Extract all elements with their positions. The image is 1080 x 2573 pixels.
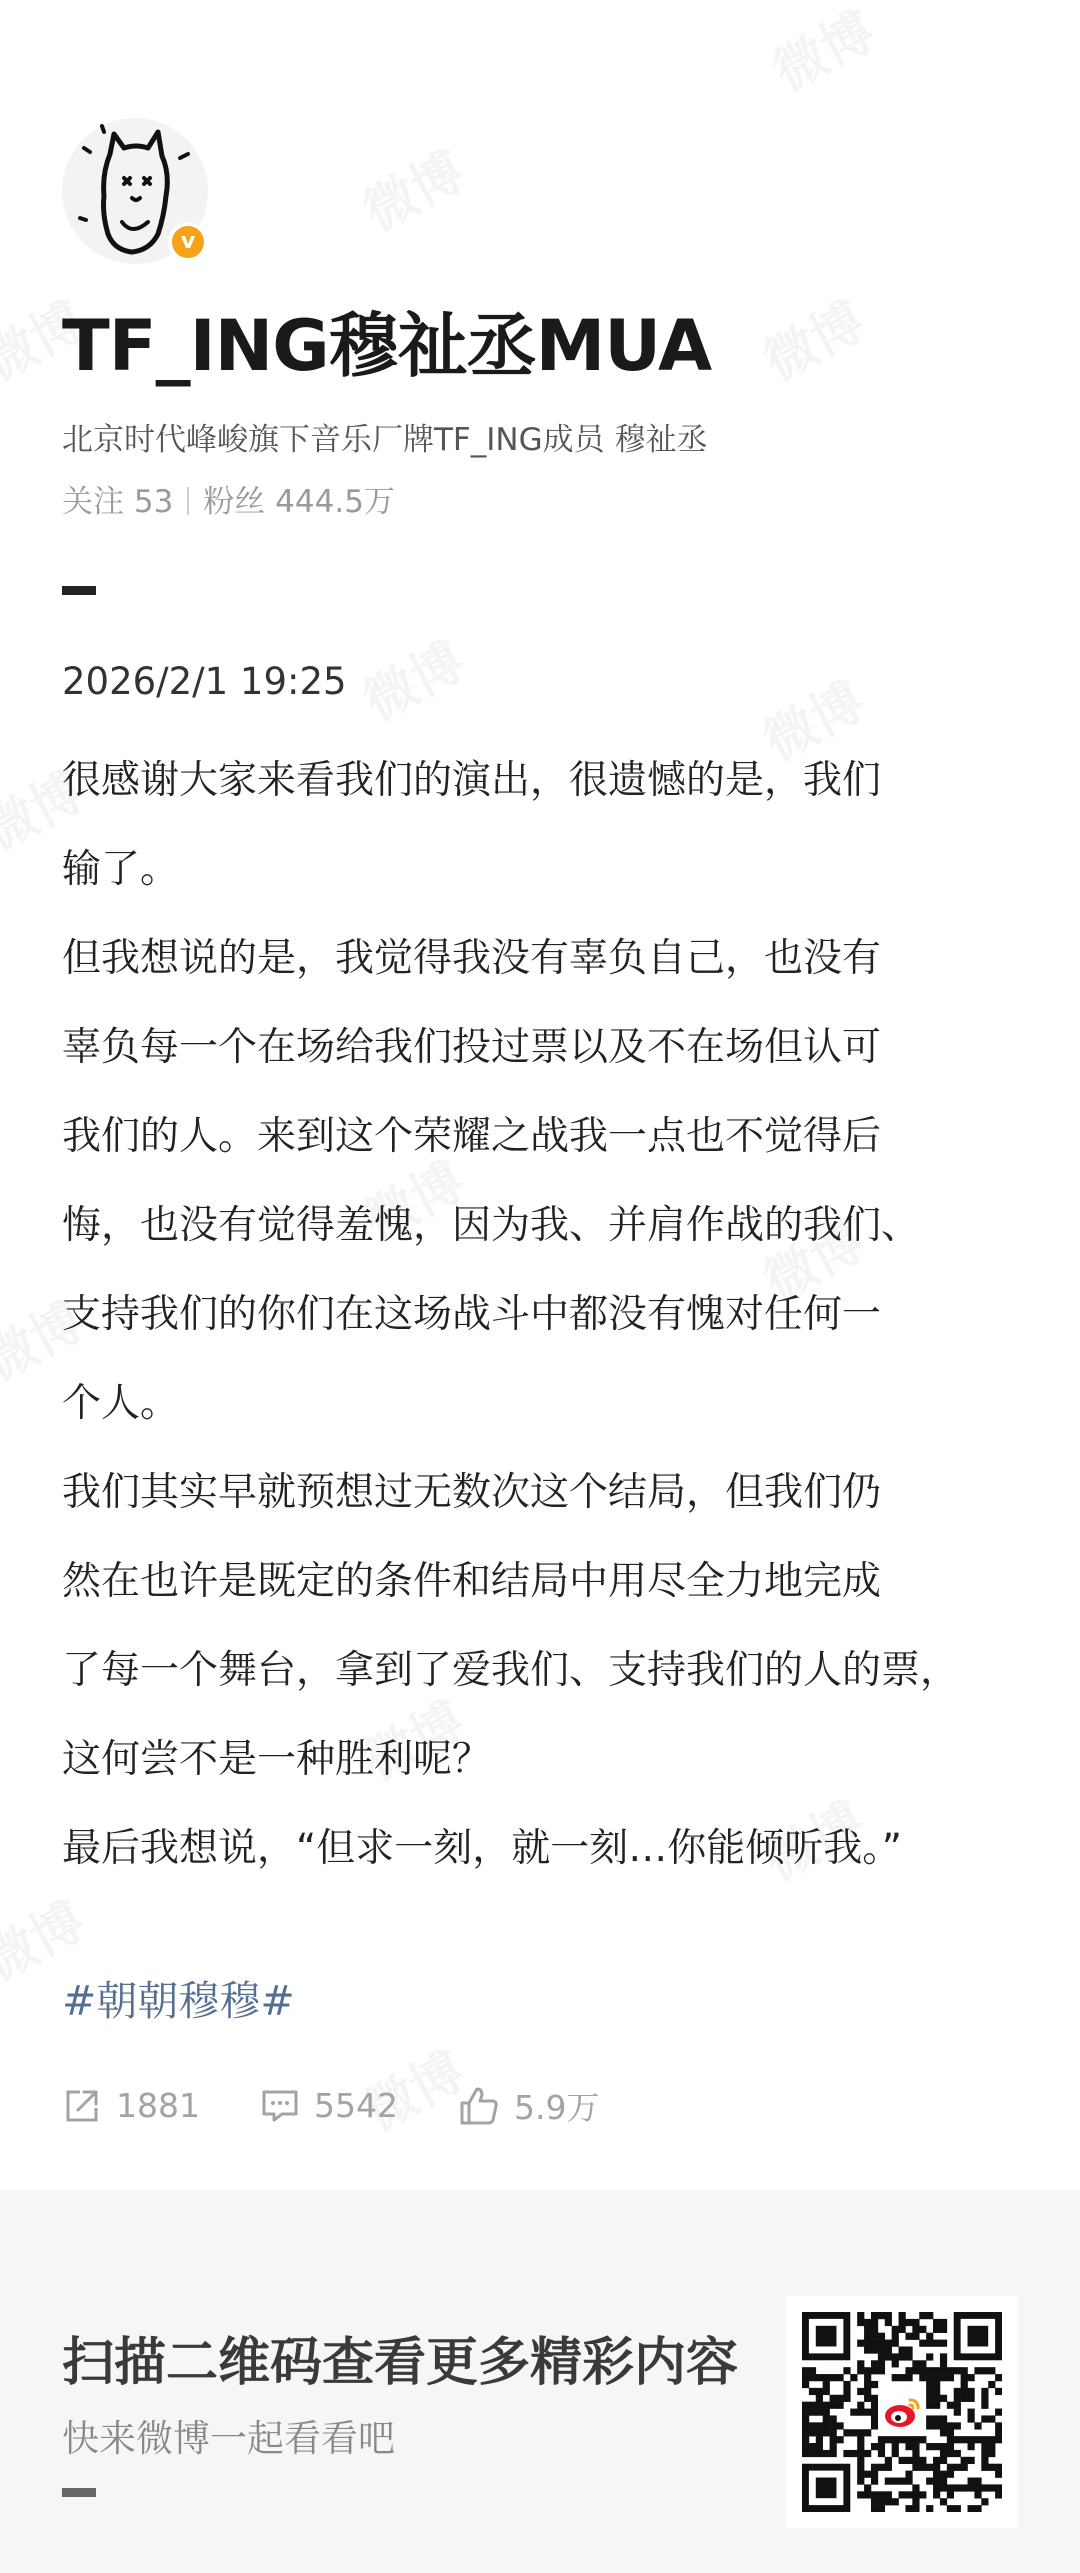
watermark-text (348, 130, 475, 245)
watermark-text (348, 620, 475, 735)
post-actions (62, 2082, 659, 2129)
post-line: 但我想说的是，我觉得我没有辜负自己，也没有 (62, 936, 882, 981)
weibo-logo-icon (882, 2394, 922, 2430)
profile-description: 北京时代峰峻旗下音乐厂牌TF_ING成员 穆祉丞 (62, 422, 708, 458)
post-line: 个人。 (62, 1381, 180, 1426)
post-line: 最后我想说，“但求一刻，就一刻…你能倾听我。” (62, 1826, 902, 1871)
verified-badge: v (168, 222, 208, 262)
post-line: 很感谢大家来看我们的演出，很遗憾的是，我们 (62, 758, 882, 803)
footer-dash (62, 2488, 96, 2497)
footer-title: 扫描二维码查看更多精彩内容 (62, 2333, 739, 2393)
stats-divider (187, 487, 189, 515)
like-count: 5.9万 (513, 2088, 600, 2127)
like-button[interactable] (458, 2082, 599, 2129)
footer-subtitle: 快来微博一起看看吧 (62, 2417, 395, 2460)
weibo-logo (878, 2388, 926, 2436)
thumbs-up-icon (458, 2085, 500, 2127)
profile-stats (62, 476, 395, 521)
post-line: 然在也许是既定的条件和结局中用尽全力地完成 (62, 1559, 882, 1604)
watermark-text (748, 280, 875, 395)
post-line: 辜负每一个在场给我们投过票以及不在场但认可 (62, 1025, 882, 1070)
post-line: 我们的人。来到这个荣耀之战我一点也不觉得后 (62, 1114, 882, 1159)
post-line: 悔，也没有觉得羞愧，因为我、并肩作战的我们、 (62, 1203, 921, 1248)
post-line: 输了。 (62, 847, 180, 892)
post-time: 2026/2/1 19:25 (62, 660, 347, 703)
post-line: 了每一个舞台，拿到了爱我们、支持我们的人的票， (62, 1648, 960, 1693)
comment-icon (260, 2086, 300, 2126)
repost-count: 1881 (116, 2086, 200, 2125)
comment-count: 5542 (313, 2086, 398, 2125)
repost-button[interactable] (62, 2086, 200, 2126)
qr-footer (0, 2190, 1080, 2573)
comment-button[interactable] (260, 2086, 398, 2126)
post-line: 支持我们的你们在这场战斗中都没有愧对任何一 (62, 1292, 882, 1337)
post-line: 这何尝不是一种胜利呢？ (62, 1737, 492, 1782)
divider-dash (62, 586, 96, 595)
post-body (62, 736, 1032, 1893)
hashtag-link[interactable]: #朝朝穆穆# (62, 1977, 295, 2025)
profile-name[interactable]: TF_ING穆祉丞MUA (62, 305, 712, 387)
watermark-text (758, 0, 885, 105)
post-line: 我们其实早就预想过无数次这个结局，但我们仍 (62, 1470, 882, 1515)
fans-count[interactable]: 粉丝 444.5万 (203, 484, 395, 520)
follow-count[interactable]: 关注 53 (62, 484, 174, 520)
share-icon (62, 2086, 102, 2126)
qr-code[interactable] (786, 2296, 1018, 2528)
